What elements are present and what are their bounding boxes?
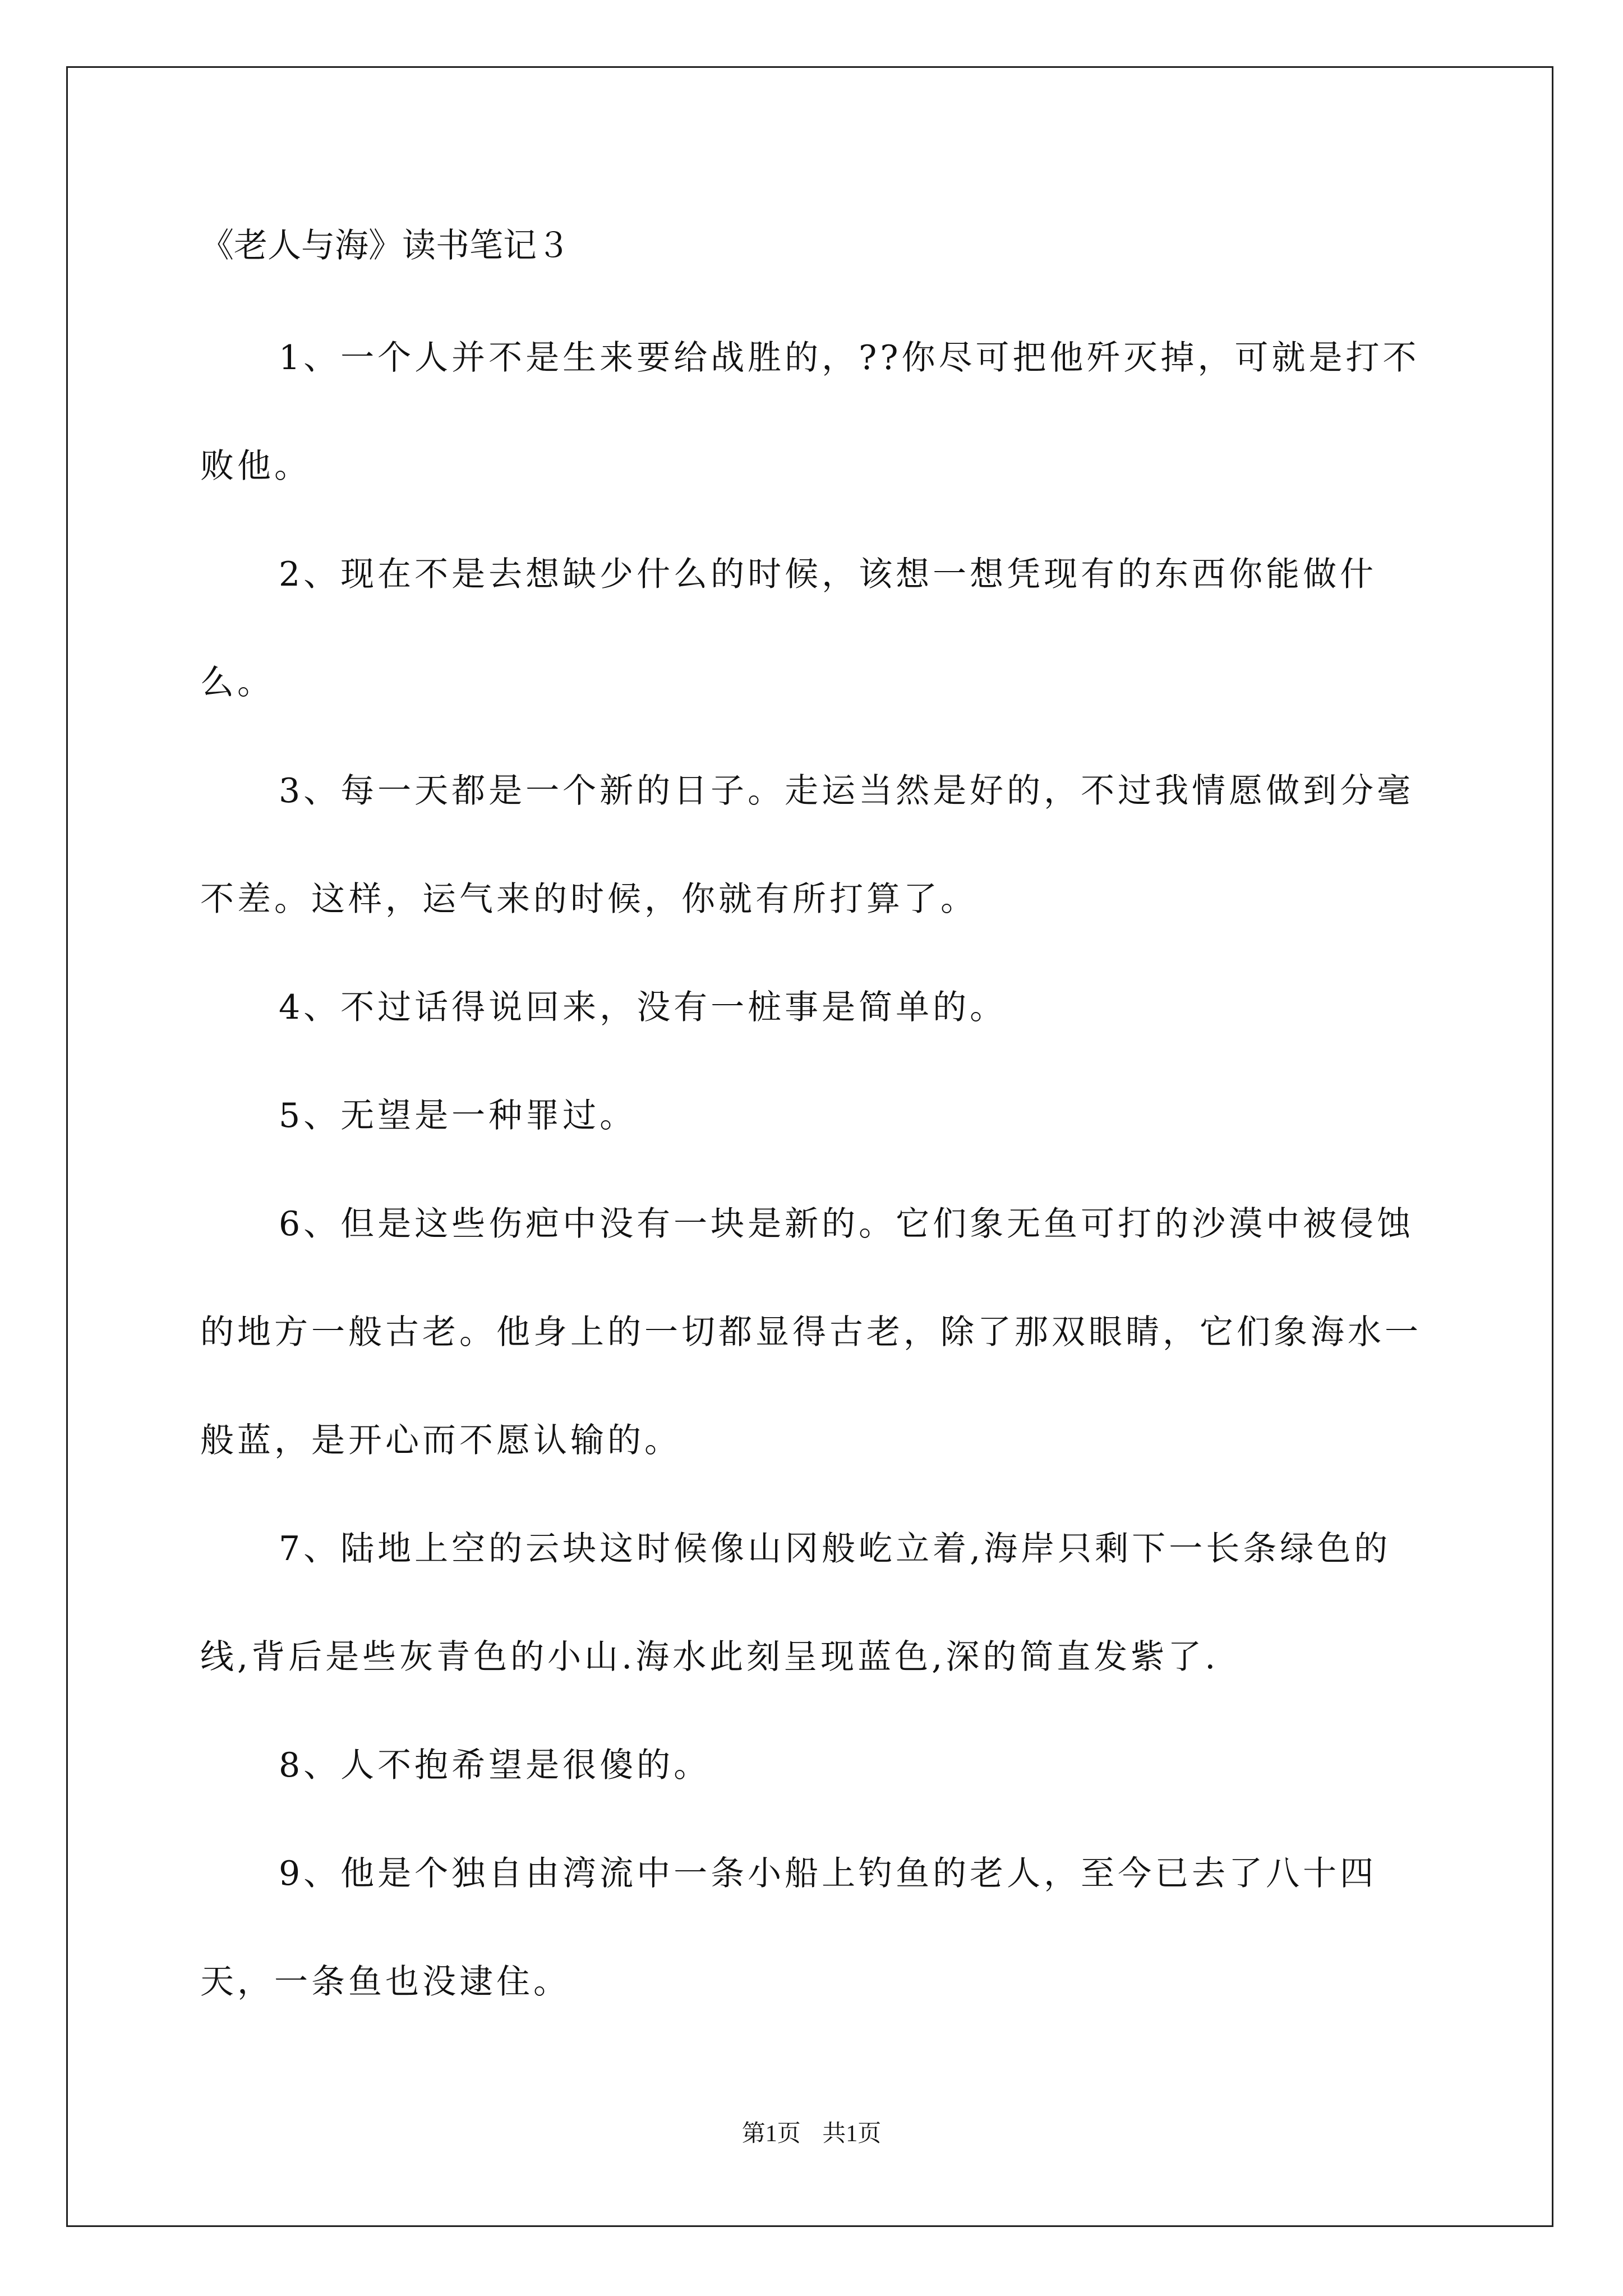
paragraph-8: 8、人不抱希望是很傻的。 [279, 1746, 711, 1785]
paragraph-6: 6、但是这些伤疤中没有一块是新的。它们象无鱼可打的沙漠中被侵蚀的地方一般古老。他身上的一切都显得古老，除了那双眼睛，它们象海水一般蓝，是开心而不愿认输的。 [200, 1204, 1422, 1460]
paragraph-7: 7、陆地上空的云块这时候像山冈般屹立着,海岸只剩下一长条绿色的线,背后是些灰青色的小山.海水此刻呈现蓝色,深的简直发紫了. [200, 1529, 1391, 1677]
paragraph-4: 4、不过话得说回来，没有一桩事是简单的。 [279, 988, 1007, 1027]
paragraph-9: 9、他是个独自由湾流中一条小船上钓鱼的老人，至今已去了八十四天，一条鱼也没逮住。 [200, 1854, 1377, 2001]
page-total: 共1页 [822, 2121, 882, 2147]
paragraph-5: 5、无望是一种罪过。 [279, 1096, 637, 1135]
paragraph-1: 1、一个人并不是生来要给战胜的，??你尽可把他歼灭掉，可就是打不败他。 [200, 338, 1420, 486]
document-title: 《老人与海》读书笔记３ [200, 226, 570, 265]
paragraph-2: 2、现在不是去想缺少什么的时候，该想一想凭现有的东西你能做什么。 [200, 555, 1377, 702]
page-footer [0, 2120, 1623, 2148]
paragraph-3: 3、每一天都是一个新的日子。走运当然是好的，不过我情愿做到分毫不差。这样，运气来的时候，你就有所打算了。 [200, 771, 1414, 919]
page-number: 第1页 [741, 2121, 801, 2147]
